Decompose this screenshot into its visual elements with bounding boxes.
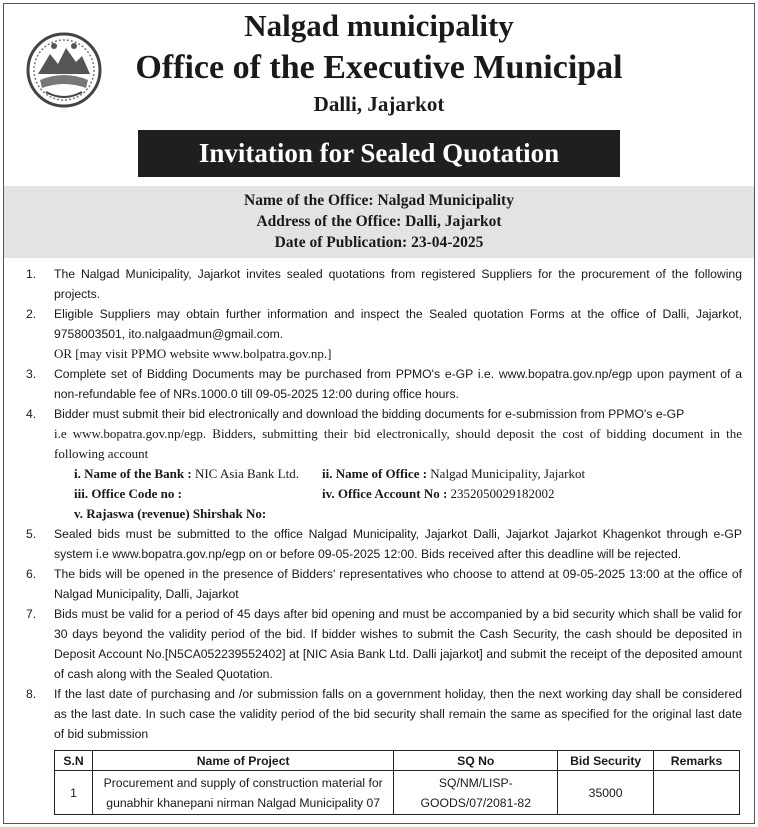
cell-remarks xyxy=(654,771,740,815)
item-text: The Nalgad Municipality, Jajarkot invites sealed quotations from registered Suppliers for the procurement of the following projects. xyxy=(54,267,742,301)
item-number: 6. xyxy=(26,567,37,581)
item-number: 4. xyxy=(26,407,37,421)
office-account-label: iv. Office Account No : xyxy=(322,486,448,501)
item-text-extra: OR [may visit PPMO website www.bolpatra.gov.np.] xyxy=(54,346,332,361)
office-name-field xyxy=(322,464,585,484)
office-name-label: ii. Name of Office : xyxy=(322,466,428,481)
item-number: 2. xyxy=(26,307,37,321)
item-text: Bids must be valid for a period of 45 days after bid opening and must be accompanied by a bid security which shall be valid for 30 days beyond the validity period of the bid. If bidder wishes to submit the Cash Security, the cash should be deposited in Deposit Account No.[N5CA052239552402] at [NIC Asia Bank Ltd. Dalli jajarkot] and submit the receipt of the deposited amount of cash along with the Sealed Quotation. xyxy=(54,607,742,681)
publication-date: Date of Publication: 23-04-2025 xyxy=(274,234,484,251)
item-text: Eligible Suppliers may obtain further information and inspect the Sealed quotation Forms at the office of Dalli, Jajarkot, 9758003501, ito.nalgaadmun@gmail.com. xyxy=(54,307,742,341)
bank-name-field xyxy=(74,464,299,484)
cell-project: Procurement and supply of construction material for gunabhir khanepani nirman Nalgad Municipality 07 xyxy=(92,771,393,815)
item-number: 5. xyxy=(26,527,37,541)
office-account-value: 2352050029182002 xyxy=(450,486,555,501)
item-number: 8. xyxy=(26,687,37,701)
office-info-box xyxy=(4,186,754,258)
cell-sn: 1 xyxy=(55,771,93,815)
table-header-row xyxy=(55,751,740,771)
office-name-value: Nalgad Municipality, Jajarkot xyxy=(430,466,586,481)
item-number: 3. xyxy=(26,367,37,381)
office-code-field xyxy=(74,484,182,504)
item-text: If the last date of purchasing and /or submission falls on a government holiday, then the next working day shall be considered as the last date. In such case the validity period of the bid security shall remain the same as specified for the original last date of bid submission xyxy=(54,687,742,741)
bank-name-label: i. Name of the Bank : xyxy=(74,466,192,481)
project-table xyxy=(54,750,740,815)
municipality-name: Nalgad municipality xyxy=(244,8,514,43)
table-row xyxy=(55,771,740,815)
header-sn: S.N xyxy=(55,751,93,771)
item-text: Complete set of Bidding Documents may be purchased from PPMO's e-GP i.e. www.bopatra.gov.np/egp upon payment of a non-refundable fee of NRs.1000.0 till 09-05-2025 12:00 during office hours. xyxy=(54,367,742,401)
office-address: Address of the Office: Dalli, Jajarkot xyxy=(256,213,502,230)
rajaswa-label: v. Rajaswa (revenue) Shirshak No: xyxy=(74,506,267,521)
item-text-extra: i.e www.bopatra.gov.np/egp. Bidders, submitting their bid electronically, should deposit the cost of bidding document in the following account xyxy=(54,426,742,461)
rajaswa-field xyxy=(74,504,266,524)
notice-title-banner: Invitation for Sealed Quotation xyxy=(138,130,620,177)
header-bid-security: Bid Security xyxy=(558,751,654,771)
item-number: 1. xyxy=(26,267,37,281)
item-number: 7. xyxy=(26,607,37,621)
bank-name-value: NIC Asia Bank Ltd. xyxy=(194,466,299,481)
cell-sq-no: SQ/NM/LISP-GOODS/07/2081-82 xyxy=(394,771,558,815)
item-text: Sealed bids must be submitted to the office Nalgad Municipality, Jajarkot Dalli, Jajarkot Jajarkot Khagenkot through e-GP system i.e www.bopatra.gov.np/egp on or before 09-05-2025 12:00. Bids received after this deadline will be rejected. xyxy=(54,527,742,561)
office-location: Dalli, Jajarkot xyxy=(313,92,445,116)
header-sq-no: SQ No xyxy=(394,751,558,771)
item-text: The bids will be opened in the presence of Bidders' representatives who choose to attend at 09-05-2025 13:00 at the office of Nalgad Municipality, Dalli, Jajarkot xyxy=(54,567,742,601)
office-name: Name of the Office: Nalgad Municipality xyxy=(244,192,514,209)
item-text: Bidder must submit their bid electronically and download the bidding documents for e-submission from PPMO's e-GP xyxy=(54,407,685,421)
header-remarks: Remarks xyxy=(654,751,740,771)
office-title: Office of the Executive Municipal xyxy=(135,49,623,86)
office-code-label: iii. Office Code no : xyxy=(74,486,182,501)
header-project: Name of Project xyxy=(92,751,393,771)
cell-bid-security: 35000 xyxy=(558,771,654,815)
office-account-field xyxy=(322,484,555,504)
